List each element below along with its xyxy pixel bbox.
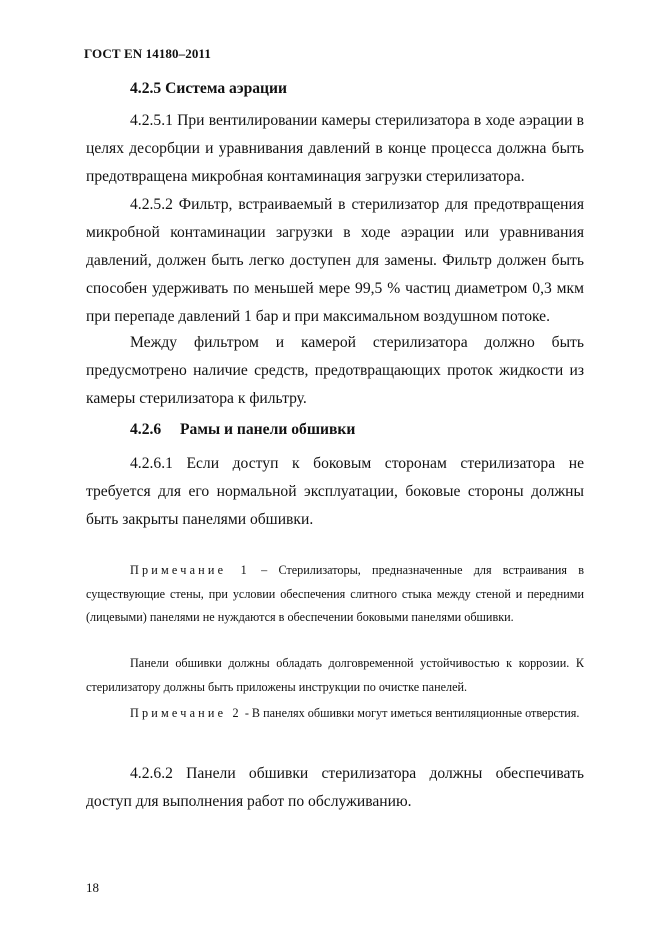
note-2-label: Примечание 2	[130, 706, 242, 720]
note-cladding-paragraph: Панели обшивки должны обладать долговременной устойчивостью к коррозии. К стерилизатору должны быть приложены инструкции по очистке панелей.	[86, 656, 584, 694]
section-4-2-6-heading	[130, 421, 355, 439]
section-4-2-6-number: 4.2.6	[130, 421, 162, 438]
note-2	[86, 702, 584, 726]
page-number: 18	[86, 880, 99, 895]
section-4-2-6-title: Рамы и панели обшивки	[180, 421, 356, 438]
paragraph-4-2-6-1: 4.2.6.1 Если доступ к боковым сторонам стерилизатора не требуется для его нормальной эксплуатации, боковые стороны должны быть закрыты панелями обшивки.	[86, 455, 584, 528]
note-1-label: Примечание 1	[130, 563, 250, 577]
paragraph-filter-chamber: Между фильтром и камерой стерилизатора должно быть предусмотрено наличие средств, предотвращающих проток жидкости из камеры стерилизатора к фильтру.	[86, 334, 584, 407]
paragraph-4-2-5-2: 4.2.5.2 Фильтр, встраиваемый в стерилизатор для предотвращения микробной контаминации загрузки в ходе аэрации или уравнивания давлений, должен быть легко доступен для замены. Фильтр должен быть способен удерживать по меньшей мере 99,5 % частиц диаметром 0,3 мкм при перепаде давлений 1 бар и при максимальном воздушном потоке.	[86, 196, 584, 325]
note-1-text: – Стерилизаторы, предназначенные для встраивания в существующие стены, при условии обеспечения слитного стыка между стеной и передними (лицевыми) панелями не нуждаются в обеспечении боковыми панелями обшивки.	[86, 563, 584, 624]
paragraph-4-2-6-2: 4.2.6.2 Панели обшивки стерилизатора должны обеспечивать доступ для выполнения работ по обслуживанию.	[86, 765, 584, 810]
standard-header: ГОСТ EN 14180–2011	[84, 46, 211, 61]
note-2-text: - В панелях обшивки могут иметься вентиляционные отверстия.	[241, 706, 580, 720]
paragraph-4-2-5-1: 4.2.5.1 При вентилировании камеры стерилизатора в ходе аэрации в целях десорбции и уравнивания давлений в конце процесса должна быть предотвращена микробная контаминация загрузки стерилизатора.	[86, 112, 584, 185]
note-1	[86, 559, 584, 630]
section-4-2-5-heading: 4.2.5 Система аэрации	[130, 80, 288, 97]
